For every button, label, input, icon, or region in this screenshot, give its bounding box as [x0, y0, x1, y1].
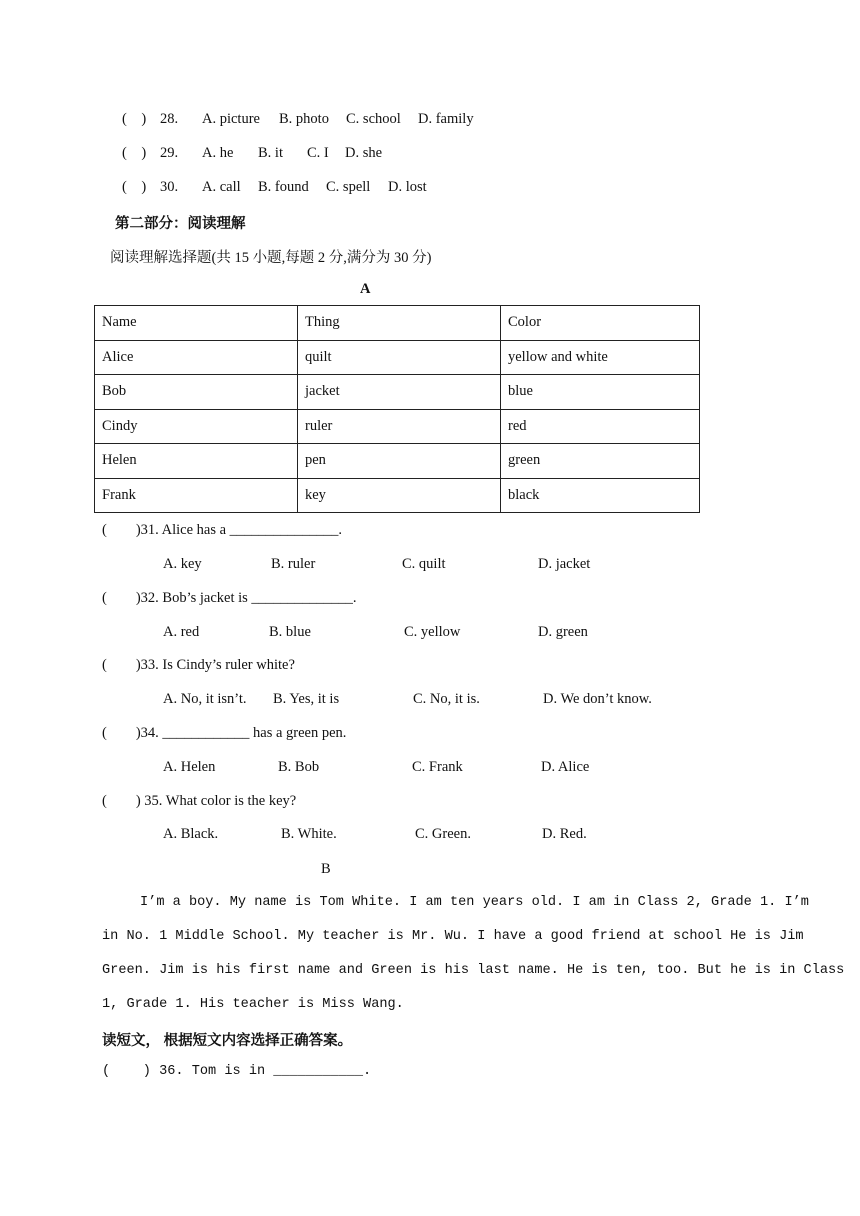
- option-d: D. Alice: [541, 759, 590, 775]
- question-stem: ( )31. Alice has a _______________.: [102, 522, 343, 538]
- table-header-cell: Name: [95, 306, 298, 341]
- table-row: [95, 444, 700, 479]
- question-stem: ( )32. Bob’s jacket is ______________.: [102, 590, 357, 606]
- option-b: B. ruler: [271, 556, 316, 572]
- passage-b-label: B: [321, 861, 331, 877]
- option-d: D. lost: [388, 179, 427, 195]
- table-cell: jacket: [298, 375, 501, 410]
- table-cell: red: [501, 409, 700, 444]
- table-cell: yellow and white: [501, 340, 700, 375]
- passage-b-line: I’m a boy. My name is Tom White. I am ten years old. I am in Class 2, Grade 1. I’m: [140, 895, 809, 910]
- table-row: [95, 340, 700, 375]
- option-b: B. Yes, it is: [273, 691, 340, 707]
- table-cell: ruler: [298, 409, 501, 444]
- table-cell: key: [298, 478, 501, 513]
- option-b: B. Bob: [278, 759, 320, 775]
- table-row: [95, 478, 700, 513]
- passage-b-line: Green. Jim is his first name and Green is his last name. He is ten, too. But he is in Class: [102, 963, 845, 978]
- question-stem: ( )33. Is Cindy’s ruler white?: [102, 657, 295, 673]
- option-a: A. picture: [202, 111, 260, 127]
- option-d: D. green: [538, 624, 588, 640]
- table-cell: quilt: [298, 340, 501, 375]
- table-row: [95, 409, 700, 444]
- option-a: A. Helen: [163, 759, 216, 775]
- table-cell: green: [501, 444, 700, 479]
- option-c: C. I: [307, 145, 329, 161]
- option-c: C. Frank: [412, 759, 463, 775]
- table-cell: blue: [501, 375, 700, 410]
- answer-bracket: ( ): [122, 179, 147, 195]
- option-a: A. key: [163, 556, 202, 572]
- table-cell: Cindy: [95, 409, 298, 444]
- option-a: A. No, it isn’t.: [163, 691, 247, 707]
- option-b: B. found: [258, 179, 309, 195]
- option-a: A. call: [202, 179, 241, 195]
- option-d: D. We don’t know.: [543, 691, 652, 707]
- option-c: C. No, it is.: [413, 691, 480, 707]
- option-b: B. White.: [281, 826, 337, 842]
- option-c: C. yellow: [404, 624, 461, 640]
- option-a: A. Black.: [163, 826, 219, 842]
- question-stem: ( )34. ____________ has a green pen.: [102, 725, 347, 741]
- table-cell: Alice: [95, 340, 298, 375]
- question-stem: ( ) 35. What color is the key?: [102, 793, 297, 809]
- table-cell: Bob: [95, 375, 298, 410]
- table-cell: Helen: [95, 444, 298, 479]
- option-c: C. school: [346, 111, 401, 127]
- option-d: D. family: [418, 111, 474, 127]
- option-b: B. photo: [279, 111, 329, 127]
- option-a: A. red: [163, 624, 200, 640]
- question-number: 28.: [160, 111, 179, 127]
- info-table: [94, 305, 700, 513]
- answer-bracket: ( ): [122, 145, 147, 161]
- table-header-cell: Color: [501, 306, 700, 341]
- table-cell: pen: [298, 444, 501, 479]
- question-36: ( ) 36. Tom is in ___________.: [102, 1064, 372, 1079]
- question-number: 29.: [160, 145, 179, 161]
- table-cell: black: [501, 478, 700, 513]
- option-d: D. she: [345, 145, 383, 161]
- option-d: D. jacket: [538, 556, 591, 572]
- option-c: C. spell: [326, 179, 371, 195]
- section-instruction: 阅读理解选择题(共 15 小题,每题 2 分,满分为 30 分): [110, 250, 432, 266]
- option-c: C. quilt: [402, 556, 446, 572]
- answer-bracket: ( ): [122, 111, 147, 127]
- passage-b-line: 1, Grade 1. His teacher is Miss Wang.: [102, 997, 404, 1012]
- option-a: A. he: [202, 145, 234, 161]
- option-b: B. blue: [269, 624, 311, 640]
- passage-b-line: in No. 1 Middle School. My teacher is Mr. Wu. I have a good friend at school He is Jim: [102, 929, 804, 944]
- table-header-row: [95, 306, 700, 341]
- option-c: C. Green.: [415, 826, 471, 842]
- option-b: B. it: [258, 145, 283, 161]
- table-header-cell: Thing: [298, 306, 501, 341]
- question-number: 30.: [160, 179, 179, 195]
- passage-b-instruction: 读短文， 根据短文内容选择正确答案。: [102, 1033, 353, 1049]
- option-d: D. Red.: [542, 826, 587, 842]
- table-row: [95, 375, 700, 410]
- section-heading: 第二部分：阅读理解: [115, 216, 246, 232]
- table-cell: Frank: [95, 478, 298, 513]
- passage-a-label: A: [360, 281, 371, 297]
